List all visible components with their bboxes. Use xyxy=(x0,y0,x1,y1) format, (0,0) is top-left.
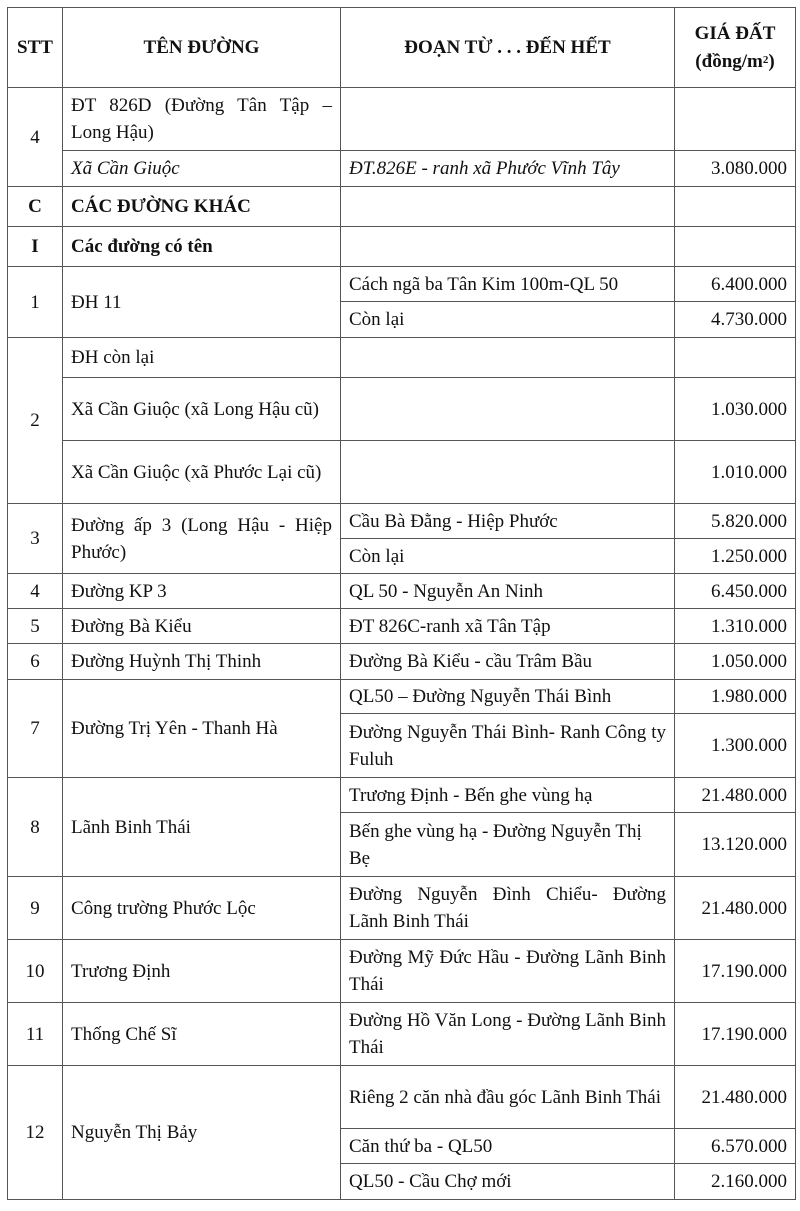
stt-cell: 6 xyxy=(8,644,63,680)
street-name-cell: Xã Cần Giuộc (xã Long Hậu cũ) xyxy=(63,378,341,441)
segment-cell xyxy=(341,378,675,441)
segment-cell: Trương Định - Bến ghe vùng hạ xyxy=(341,778,675,813)
unit-superscript: 2 xyxy=(762,53,769,66)
stt-cell: 12 xyxy=(8,1066,63,1200)
street-name-cell: Lãnh Binh Thái xyxy=(63,778,341,877)
segment-cell xyxy=(341,338,675,378)
table-row xyxy=(8,267,796,302)
segment-cell: Riêng 2 căn nhà đầu góc Lãnh Binh Thái xyxy=(341,1066,675,1129)
street-name-cell: Đường KP 3 xyxy=(63,574,341,609)
segment-cell: Còn lại xyxy=(341,539,675,574)
price-cell: 17.190.000 xyxy=(675,940,796,1003)
segment-cell: ĐT 826C-ranh xã Tân Tập xyxy=(341,609,675,644)
segment-cell: Đường Mỹ Đức Hầu - Đường Lãnh Binh Thái xyxy=(341,940,675,1003)
price-cell: 13.120.000 xyxy=(675,813,796,877)
stt-cell: 7 xyxy=(8,680,63,778)
section-title: Các đường có tên xyxy=(63,227,341,267)
price-cell xyxy=(675,338,796,378)
segment-cell xyxy=(341,441,675,504)
table-row xyxy=(8,151,796,187)
table-row xyxy=(8,88,796,151)
price-cell xyxy=(675,187,796,227)
price-cell: 6.450.000 xyxy=(675,574,796,609)
price-cell: 6.400.000 xyxy=(675,267,796,302)
price-cell: 3.080.000 xyxy=(675,151,796,187)
street-name-cell: Xã Cần Giuộc xyxy=(63,151,341,187)
segment-cell: Đường Nguyễn Đình Chiểu- Đường Lãnh Binh Thái xyxy=(341,877,675,940)
header-street-name: TÊN ĐƯỜNG xyxy=(63,8,341,88)
segment-cell: Đường Bà Kiểu - cầu Trâm Bầu xyxy=(341,644,675,680)
header-price-title: GIÁ ĐẤT xyxy=(694,22,776,44)
stt-cell: 4 xyxy=(8,88,63,187)
stt-cell: 8 xyxy=(8,778,63,877)
section-row xyxy=(8,227,796,267)
segment-cell: Đường Nguyễn Thái Bình- Ranh Công ty Fuluh xyxy=(341,714,675,778)
land-price-table xyxy=(7,7,796,1200)
price-cell: 1.030.000 xyxy=(675,378,796,441)
header-price-unit xyxy=(683,48,787,76)
table-row xyxy=(8,504,796,539)
street-name-cell: ĐT 826D (Đường Tân Tập – Long Hậu) xyxy=(63,88,341,151)
stt-cell: 4 xyxy=(8,574,63,609)
street-name-cell: ĐH 11 xyxy=(63,267,341,338)
table-row xyxy=(8,1066,796,1129)
header-row xyxy=(8,8,796,88)
stt-cell: 1 xyxy=(8,267,63,338)
segment-cell: Bến ghe vùng hạ - Đường Nguyễn Thị Bẹ xyxy=(341,813,675,877)
segment-cell: QL50 – Đường Nguyễn Thái Bình xyxy=(341,680,675,714)
stt-cell: 3 xyxy=(8,504,63,574)
price-cell: 2.160.000 xyxy=(675,1164,796,1200)
table-row xyxy=(8,644,796,680)
price-cell: 1.310.000 xyxy=(675,609,796,644)
table-row xyxy=(8,574,796,609)
street-name-cell: Đường Huỳnh Thị Thinh xyxy=(63,644,341,680)
price-cell xyxy=(675,88,796,151)
header-segment: ĐOẠN TỪ . . . ĐẾN HẾT xyxy=(341,8,675,88)
table-row xyxy=(8,609,796,644)
street-name-cell: Thống Chế Sĩ xyxy=(63,1003,341,1066)
stt-cell: 2 xyxy=(8,338,63,504)
unit-prefix: (đồng/m xyxy=(695,50,763,72)
stt-cell: 9 xyxy=(8,877,63,940)
section-row xyxy=(8,187,796,227)
segment-cell: Cầu Bà Đằng - Hiệp Phước xyxy=(341,504,675,539)
street-name-cell: Đường ấp 3 (Long Hậu - Hiệp Phước) xyxy=(63,504,341,574)
segment-cell: Còn lại xyxy=(341,302,675,338)
price-cell: 1.980.000 xyxy=(675,680,796,714)
section-code: I xyxy=(8,227,63,267)
segment-cell xyxy=(341,88,675,151)
header-stt: STT xyxy=(8,8,63,88)
stt-cell: 10 xyxy=(8,940,63,1003)
segment-cell xyxy=(341,187,675,227)
price-cell: 6.570.000 xyxy=(675,1129,796,1164)
header-price xyxy=(675,8,796,88)
stt-cell: 5 xyxy=(8,609,63,644)
segment-cell: Đường Hồ Văn Long - Đường Lãnh Binh Thái xyxy=(341,1003,675,1066)
street-name-cell: Công trường Phước Lộc xyxy=(63,877,341,940)
segment-cell xyxy=(341,227,675,267)
segment-cell: ĐT.826E - ranh xã Phước Vĩnh Tây xyxy=(341,151,675,187)
street-name-cell: Xã Cần Giuộc (xã Phước Lại cũ) xyxy=(63,441,341,504)
price-cell: 21.480.000 xyxy=(675,1066,796,1129)
stt-cell: 11 xyxy=(8,1003,63,1066)
street-name-cell: ĐH còn lại xyxy=(63,338,341,378)
street-name-cell: Nguyễn Thị Bảy xyxy=(63,1066,341,1200)
price-cell: 1.300.000 xyxy=(675,714,796,778)
table-row xyxy=(8,778,796,813)
price-cell: 21.480.000 xyxy=(675,778,796,813)
price-cell: 21.480.000 xyxy=(675,877,796,940)
table-row xyxy=(8,378,796,441)
unit-suffix: ) xyxy=(768,50,775,72)
table-row xyxy=(8,680,796,714)
table-row xyxy=(8,877,796,940)
table-row xyxy=(8,338,796,378)
street-name-cell: Trương Định xyxy=(63,940,341,1003)
price-cell xyxy=(675,227,796,267)
street-name-cell: Đường Bà Kiểu xyxy=(63,609,341,644)
price-cell: 1.010.000 xyxy=(675,441,796,504)
price-cell: 1.050.000 xyxy=(675,644,796,680)
price-cell: 4.730.000 xyxy=(675,302,796,338)
table-row xyxy=(8,1003,796,1066)
table-row xyxy=(8,940,796,1003)
segment-cell: QL50 - Cầu Chợ mới xyxy=(341,1164,675,1200)
section-code: C xyxy=(8,187,63,227)
price-cell: 1.250.000 xyxy=(675,539,796,574)
price-cell: 5.820.000 xyxy=(675,504,796,539)
segment-cell: Căn thứ ba - QL50 xyxy=(341,1129,675,1164)
section-title: CÁC ĐƯỜNG KHÁC xyxy=(63,187,341,227)
segment-cell: Cách ngã ba Tân Kim 100m-QL 50 xyxy=(341,267,675,302)
table-row xyxy=(8,441,796,504)
segment-cell: QL 50 - Nguyễn An Ninh xyxy=(341,574,675,609)
street-name-cell: Đường Trị Yên - Thanh Hà xyxy=(63,680,341,778)
price-cell: 17.190.000 xyxy=(675,1003,796,1066)
